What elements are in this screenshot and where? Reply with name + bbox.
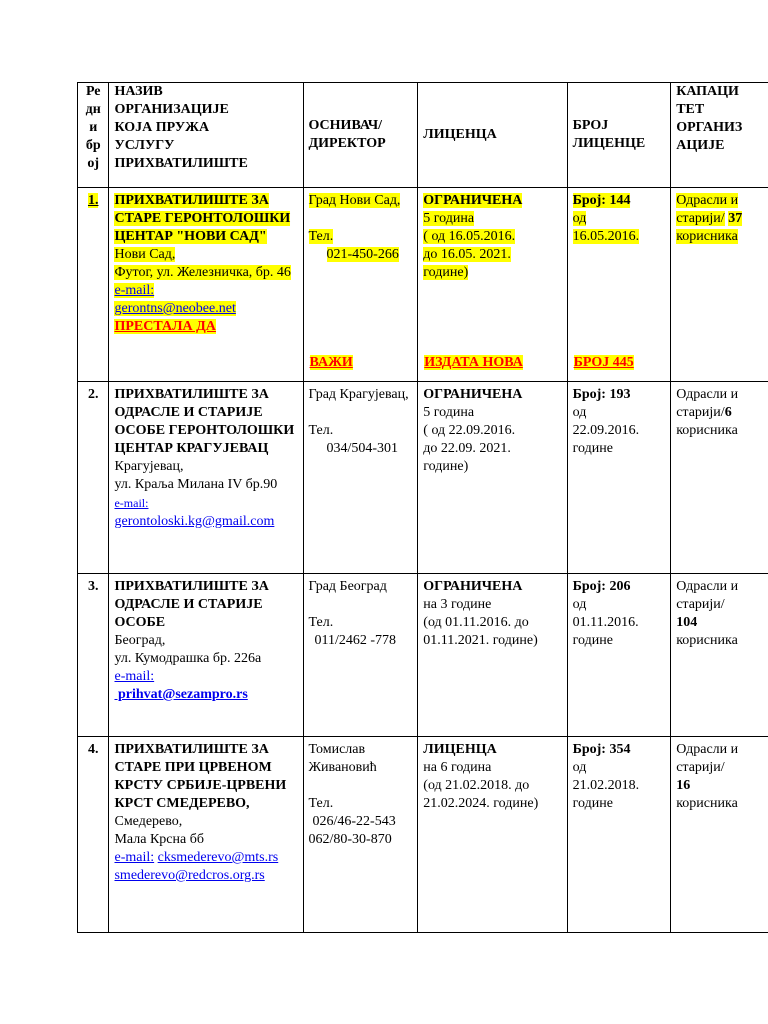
header-ordinal-line: бр — [85, 138, 101, 153]
header-org-line: НАЗИВ — [114, 84, 163, 99]
tel-number: 026/46-22-543 — [312, 814, 396, 829]
email-link[interactable]: cksmederevo@mts.rs — [157, 850, 279, 865]
license-number-line: године — [572, 441, 613, 456]
address-line: ул. Краља Милана IV бр.90 — [114, 477, 278, 492]
status-text: БРОЈ 445 — [573, 355, 634, 370]
table-row — [78, 188, 768, 382]
license-type: ОГРАНИЧЕНА — [423, 193, 523, 208]
row-number: 1. — [87, 193, 99, 208]
address-line: ул. Кумодрашка бр. 226а — [114, 651, 262, 666]
header-number-line: БРОЈ — [572, 118, 609, 133]
license-line: ( од 22.09.2016. — [423, 423, 516, 438]
address-line: Мала Крсна бб — [114, 832, 204, 847]
header-capacity — [671, 83, 768, 188]
row-number-cell — [78, 382, 109, 574]
header-license-number — [567, 83, 671, 188]
organization-cell — [109, 382, 303, 574]
capacity-cell — [671, 574, 768, 737]
header-organization — [109, 83, 303, 188]
email-link[interactable]: gerontns@neobee.net — [114, 301, 236, 316]
license-number: Број: 144 — [572, 193, 631, 208]
email-link[interactable]: prihvat@sezampro.rs — [114, 687, 248, 702]
license-line: 21.02.2024. године) — [423, 796, 539, 811]
license-number-cell — [567, 382, 671, 574]
address-line: Београд, — [114, 633, 166, 648]
founder-cell — [303, 382, 418, 574]
organization-cell — [109, 574, 303, 737]
row-number-cell — [78, 574, 109, 737]
capacity-number: 104 — [676, 615, 698, 630]
capacity-unit: корисника — [676, 633, 738, 648]
address-line: Крагујевац, — [114, 459, 184, 474]
license-line: ( од 16.05.2016. — [423, 229, 516, 244]
shelters-table — [77, 82, 768, 933]
founder-name: Град Београд — [308, 579, 387, 594]
capacity-unit: корисника — [676, 423, 738, 438]
capacity-number: 37 — [728, 211, 743, 226]
address-line: Футог, ул. Железничка, бр. 46 — [114, 265, 291, 280]
license-line: (од 01.11.2016. до — [423, 615, 529, 630]
founder-cell — [303, 737, 418, 933]
license-line: 01.11.2021. године) — [423, 633, 538, 648]
header-capacity-line: ТЕТ — [676, 102, 705, 117]
email-label[interactable]: e-mail: — [114, 283, 155, 298]
founder-name: Томислав Живановић — [308, 742, 377, 775]
license-line: 5 година — [423, 405, 475, 420]
capacity-text: Одрасли и старији/ — [676, 742, 739, 775]
organization-name: ПРИХВАТИЛИШТЕ ЗА СТАРЕ ГЕРОНТОЛОШКИ ЦЕНТАР "НОВИ САД" — [114, 193, 291, 244]
header-license — [418, 83, 567, 188]
table-row — [78, 737, 768, 933]
row-number-cell — [78, 188, 109, 382]
license-number-line: 22.09.2016. — [572, 423, 640, 438]
license-number-cell — [567, 737, 671, 933]
license-number-line: од — [572, 405, 587, 420]
license-type: ОГРАНИЧЕНА — [423, 579, 523, 594]
address-line: Нови Сад, — [114, 247, 176, 262]
capacity-number: 6 — [724, 405, 732, 420]
header-org-line: ПРИХВАТИЛИШТЕ — [114, 156, 248, 171]
header-ordinal-line: и — [89, 120, 98, 135]
organization-cell — [109, 188, 303, 382]
organization-name: ПРИХВАТИЛИШТЕ ЗА ОДРАСЛЕ И СТАРИЈЕ ОСОБЕ ГЕРОНТОЛОШКИ ЦЕНТАР КРАГУЈЕВАЦ — [114, 387, 295, 456]
license-line: (од 21.02.2018. до — [423, 778, 530, 793]
license-cell — [418, 737, 567, 933]
header-capacity-line: ОРГАНИЗ — [676, 120, 743, 135]
license-number-line: 01.11.2016. — [572, 615, 639, 630]
license-number-line: 21.02.2018. — [572, 778, 640, 793]
header-founder — [303, 83, 418, 188]
organization-cell — [109, 737, 303, 933]
header-number-line: ЛИЦЕНЦЕ — [572, 136, 646, 151]
license-number-line: 16.05.2016. — [572, 229, 640, 244]
tel-label: Тел. — [308, 423, 334, 438]
capacity-text: Одрасли и старији/ — [676, 193, 739, 226]
row-number: 4. — [87, 742, 99, 757]
row-number-cell — [78, 737, 109, 933]
license-line: 5 година — [423, 211, 475, 226]
license-number: Број: 206 — [572, 579, 631, 594]
tel-label: Тел. — [308, 796, 334, 811]
license-number-cell — [567, 574, 671, 737]
capacity-cell — [671, 737, 768, 933]
license-number-line: од — [572, 597, 587, 612]
capacity-number: 16 — [676, 778, 691, 793]
email-label[interactable]: e-mail: — [114, 496, 149, 510]
header-license-label: ЛИЦЕНЦА — [423, 127, 497, 142]
row-number: 3. — [87, 579, 99, 594]
status-text: ПРЕСТАЛА ДА — [114, 319, 216, 334]
license-type: ОГРАНИЧЕНА — [423, 387, 523, 402]
capacity-unit: корисника — [676, 229, 738, 244]
founder-name: Град Крагујевац, — [308, 387, 409, 402]
founder-name: Град Нови Сад, — [308, 193, 401, 208]
license-line: до 16.05. 2021. — [423, 247, 511, 262]
capacity-cell — [671, 382, 768, 574]
license-number-line: године — [572, 633, 613, 648]
license-line: године) — [423, 459, 469, 474]
header-capacity-line: КАПАЦИ — [676, 84, 739, 99]
header-org-line: ОРГАНИЗАЦИЈЕ — [114, 102, 229, 117]
header-org-line: КОЈА ПРУЖА — [114, 120, 210, 135]
capacity-text: Одрасли и старији/ — [676, 387, 739, 420]
tel-label: Тел. — [308, 615, 334, 630]
license-line: на 6 година — [423, 760, 492, 775]
header-ordinal-line: дн — [85, 102, 101, 117]
organization-name: ПРИХВАТИЛИШТЕ ЗА СТАРЕ ПРИ ЦРВЕНОМ КРСТУ СРБИЈЕ-ЦРВЕНИ КРСТ СМЕДЕРЕВО, — [114, 742, 287, 811]
email-label[interactable]: e-mail: — [114, 669, 155, 684]
table-row — [78, 382, 768, 574]
status-text: ВАЖИ — [309, 355, 353, 370]
tel-number: 034/504-301 — [326, 441, 399, 456]
license-type: ЛИЦЕНЦА — [423, 742, 497, 757]
capacity-cell — [671, 188, 768, 382]
tel-number-secondary: 062/80-30-870 — [308, 832, 392, 847]
tel-label: Тел. — [308, 229, 334, 244]
row-number: 2. — [87, 387, 99, 402]
address-line: Смедерево, — [114, 814, 183, 829]
founder-cell — [303, 574, 418, 737]
license-line: године) — [423, 265, 469, 280]
table-header-row — [78, 83, 768, 188]
license-number-line: од — [572, 211, 587, 226]
tel-number: 011/2462 -778 — [314, 633, 397, 648]
license-number: Број: 354 — [572, 742, 631, 757]
license-cell — [418, 188, 567, 382]
header-founder-line: ДИРЕКТОР — [308, 136, 386, 151]
license-number-line: године — [572, 796, 613, 811]
header-founder-line: ОСНИВАЧ/ — [308, 118, 383, 133]
email-label[interactable]: e-mail: — [114, 850, 155, 865]
email-link-secondary[interactable]: smederevo@redcros.org.rs — [114, 868, 265, 883]
license-line: до 22.09. 2021. — [423, 441, 511, 456]
license-number-cell — [567, 188, 671, 382]
license-cell — [418, 574, 567, 737]
table-row — [78, 574, 768, 737]
header-org-line: УСЛУГУ — [114, 138, 175, 153]
capacity-unit: корисника — [676, 796, 738, 811]
tel-number: 021-450-266 — [326, 247, 399, 262]
license-cell — [418, 382, 567, 574]
header-ordinal-line: Ре — [85, 84, 101, 99]
license-line: на 3 године — [423, 597, 492, 612]
license-number-line: од — [572, 760, 587, 775]
header-ordinal-line: ој — [87, 156, 100, 171]
founder-cell — [303, 188, 418, 382]
organization-name: ПРИХВАТИЛИШТЕ ЗА ОДРАСЛЕ И СТАРИЈЕ ОСОБЕ — [114, 579, 269, 630]
license-number: Број: 193 — [572, 387, 631, 402]
capacity-text: Одрасли и старији/ — [676, 579, 739, 612]
status-text: ИЗДАТА НОВА — [424, 355, 523, 370]
email-link[interactable]: gerontoloski.kg@gmail.com — [114, 514, 275, 529]
header-capacity-line: АЦИЈЕ — [676, 138, 725, 153]
header-ordinal — [78, 83, 109, 188]
